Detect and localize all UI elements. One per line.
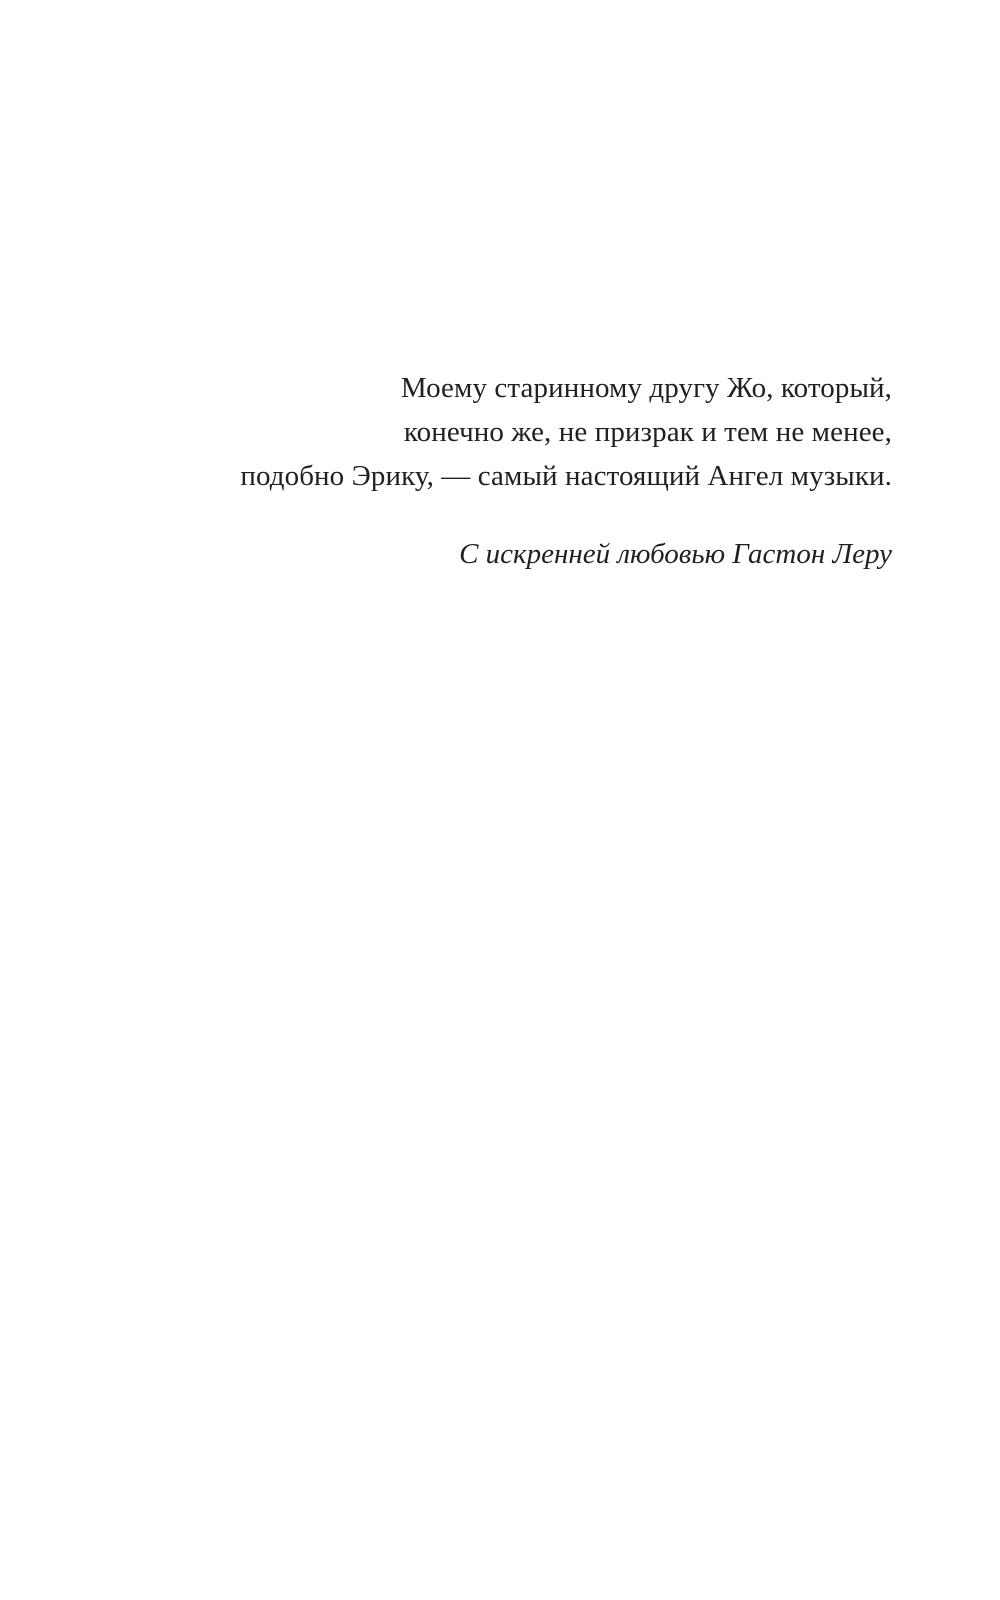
dedication-line: Моему старинному другу Жо, который, — [400, 372, 892, 404]
dedication-line: подобно Эрику, — самый настоящий Ангел музыки. — [240, 460, 892, 492]
dedication-line: конечно же, не призрак и тем не менее, — [403, 416, 892, 448]
dedication-text — [132, 366, 892, 498]
author-signature: С искренней любовью Гастон Леру — [459, 538, 892, 570]
